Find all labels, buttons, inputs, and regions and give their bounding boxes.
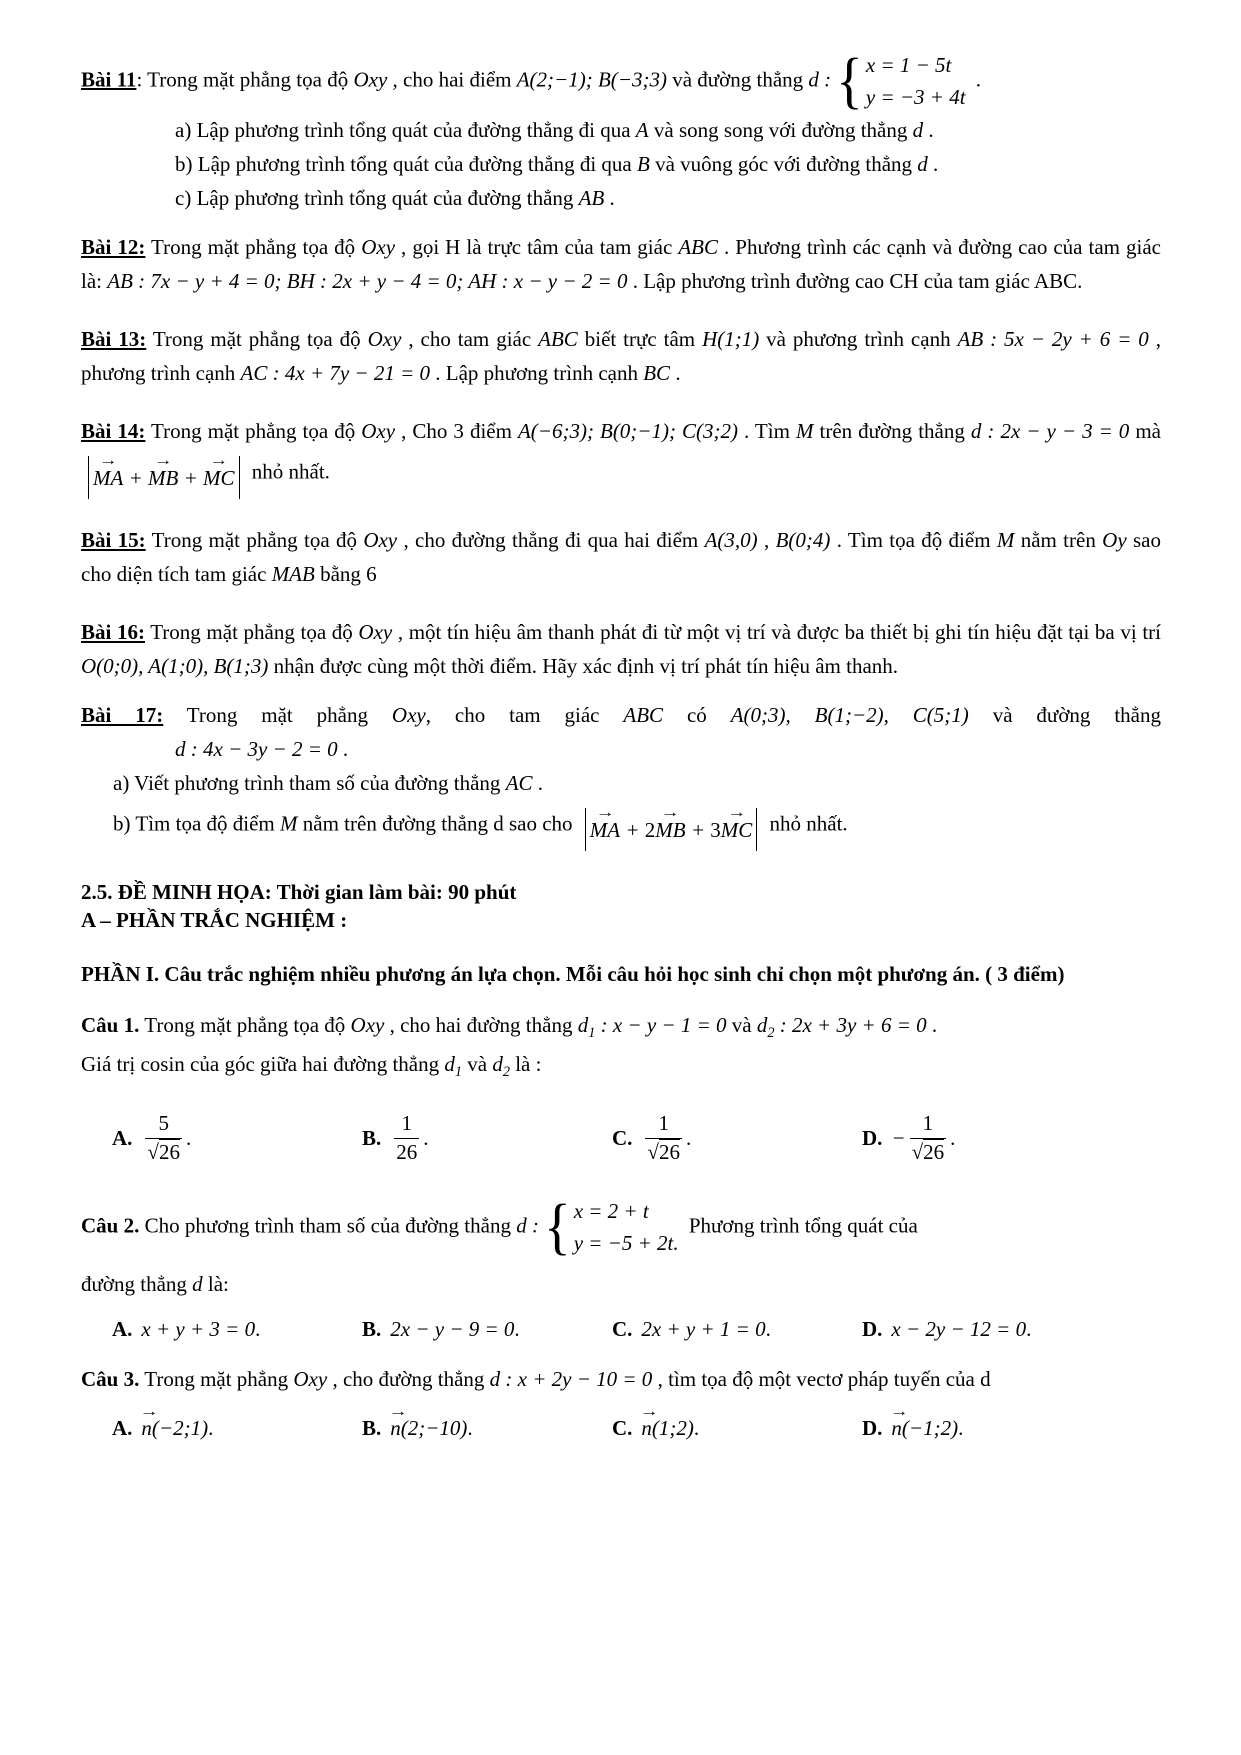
option-d [862, 1110, 1112, 1166]
vector-MC: MC → [203, 461, 235, 495]
text-run: A(3,0) [704, 528, 758, 553]
text-run: . [923, 118, 934, 142]
text-run: AB [578, 186, 605, 211]
option-a [112, 1317, 362, 1342]
text-run: Trong mặt phẳng [139, 1367, 294, 1392]
text-run: và phương trình cạnh [759, 327, 958, 352]
text-run: . [926, 1013, 938, 1038]
text-run: nhỏ nhất. [246, 459, 330, 484]
option-period: . [467, 1416, 473, 1441]
text-run: d [444, 1052, 455, 1077]
text-run: 2 [767, 1025, 775, 1042]
problem-11-statement [81, 46, 1161, 116]
option-a-label: A. [112, 1125, 133, 1150]
option-d-label: D. [862, 1317, 883, 1342]
abs-value-expression [581, 800, 762, 851]
problem-label: Bài 15: [81, 528, 146, 553]
text-run: AB : 5x − 2y + 6 = 0 [957, 327, 1149, 352]
option-c-label: C. [612, 1416, 633, 1441]
text-run: Oxy [361, 419, 396, 444]
part-heading: PHẦN I. Câu trắc nghiệm nhiều phương án lựa chọn. Mỗi câu hỏi học sinh chỉ chọn một phương án. ( 3 điểm) [81, 961, 1065, 986]
text-run: Oxy [358, 620, 393, 645]
option-c-equation: 2x + y + 1 = 0 [641, 1317, 766, 1342]
question-label: Câu 1. [81, 1013, 140, 1038]
problem-11-text [81, 67, 831, 91]
plain-denominator: 26 [396, 1139, 418, 1164]
option-a [112, 1416, 362, 1441]
text-run: nhận được cùng một thời điểm. Hãy xác định vị trí phát tín hiệu âm thanh. [268, 654, 899, 679]
text-run: . [970, 67, 982, 92]
option-c [612, 1416, 862, 1441]
vector-MB: MB → [148, 461, 178, 495]
option-c-coordinates: (1;2) [651, 1416, 694, 1441]
text-run: d [192, 1272, 203, 1297]
text-run: . Phương trình các cạnh và đường cao của tam giác là: [81, 235, 1161, 294]
text-run: và [462, 1052, 493, 1077]
denominator [145, 1139, 182, 1166]
text-run: Cho phương trình tham số của đường thẳng [139, 1213, 517, 1238]
text-run: Trong mặt phẳng tọa độ [144, 620, 359, 645]
question-2-tail [684, 1213, 918, 1237]
problem-label: Bài 12: [81, 235, 146, 260]
text-run: Oxy [391, 703, 426, 728]
text-run: Trong mặt phẳng [163, 703, 392, 728]
text-run: biết trực tâm [577, 327, 703, 352]
system-row-1: x = 2 + t [573, 1199, 649, 1224]
radicand: 26 [923, 1139, 945, 1164]
minus-sign: − [891, 1125, 906, 1150]
option-b-equation: 2x − y − 9 = 0 [390, 1317, 515, 1342]
question-2-options [81, 1317, 1161, 1342]
question-3-options [81, 1416, 1161, 1441]
normal-vector-n: n → [891, 1416, 902, 1441]
text-run: . [604, 186, 615, 211]
option-period: . [950, 1125, 956, 1150]
text-run: , tìm tọa độ một vectơ pháp tuyến của d [652, 1367, 991, 1392]
text-run: bằng 6 [314, 562, 377, 587]
text-run: Oy [1102, 528, 1127, 553]
question-label: Câu 3. [81, 1367, 140, 1392]
text-run: trên đường thẳng [813, 419, 971, 444]
option-d-label: D. [862, 1416, 883, 1441]
problem-17-statement [81, 698, 1161, 732]
text-run: B(0;4) [775, 528, 831, 553]
abs-value-expression [84, 448, 244, 499]
text-run: MAB [271, 562, 315, 587]
option-b [362, 1416, 612, 1441]
text-run: d [917, 152, 928, 177]
problem-11 [81, 46, 1161, 215]
text-run: + [685, 817, 711, 842]
option-period: . [1026, 1317, 1032, 1342]
system-row-2: y = −3 + 4t [865, 84, 966, 109]
text-run: M [280, 811, 298, 836]
text-run: , cho đường thẳng [327, 1367, 490, 1392]
text-run: c) Lập phương trình tổng quát của đường thẳng [175, 186, 579, 211]
text-run: B [636, 152, 650, 177]
option-a [112, 1110, 362, 1166]
text-run: và vuông góc với đường thẳng [649, 152, 918, 177]
system-rows [866, 50, 966, 113]
problem-16 [81, 615, 1161, 683]
text-run: Oxy [367, 327, 402, 352]
radicand: 26 [658, 1139, 680, 1164]
text-run: Phương trình tổng quát của [683, 1213, 918, 1238]
text-run: d : [516, 1213, 539, 1238]
problem-11-item-a [81, 113, 1161, 147]
option-a-label: A. [112, 1416, 133, 1441]
option-c [612, 1317, 862, 1342]
text-run: d [577, 1013, 589, 1038]
text-run: 1 [454, 1064, 462, 1081]
text-run: . Lập phương trình cạnh [430, 361, 644, 386]
option-c-label: C. [612, 1125, 633, 1150]
normal-vector-n: n → [141, 1416, 152, 1441]
question-2-line1 [81, 1192, 1161, 1263]
question-1 [81, 1008, 1161, 1166]
problem-13 [81, 322, 1161, 390]
question-1-options [81, 1110, 1161, 1166]
text-run: có [663, 703, 731, 728]
text-run: Trong mặt phẳng tọa độ [145, 419, 362, 444]
denominator [394, 1139, 419, 1166]
text-run: ABC [623, 703, 664, 728]
text-run: : Trong mặt phẳng tọa độ [136, 67, 354, 92]
parametric-system [836, 46, 966, 116]
right-bar [239, 456, 240, 499]
option-a-coordinates: (−2;1) [151, 1416, 209, 1441]
text-run: nằm trên đường thẳng d sao cho [297, 811, 578, 836]
text-run: d [912, 118, 924, 142]
option-period: . [423, 1125, 429, 1150]
option-b [362, 1110, 612, 1166]
root-sign: √ [911, 1139, 924, 1164]
option-a-equation: x + y + 3 = 0 [141, 1317, 256, 1342]
text-run: Oxy [293, 1367, 328, 1392]
text-run: ABC [678, 235, 718, 260]
text-run: 1 [588, 1025, 596, 1042]
text-run: O(0;0), A(1;0), B(1;3) [81, 654, 269, 679]
radicand: 26 [158, 1139, 180, 1164]
option-b-label: B. [362, 1125, 382, 1150]
option-period: . [514, 1317, 520, 1342]
option-period: . [685, 1125, 692, 1150]
vector-MB: MB → [655, 813, 685, 847]
text-run: A [635, 118, 649, 142]
system-row-1: x = 1 − 5t [865, 53, 952, 77]
problem-12 [81, 230, 1161, 298]
section-subtitle: A – PHẦN TRẮC NGHIỆM : [81, 908, 348, 933]
problem-label: Bài 17: [81, 703, 164, 728]
text-run: 2 [502, 1064, 510, 1081]
text-run: Trong mặt phẳng tọa độ [146, 327, 368, 352]
normal-vector-n: n → [641, 1416, 652, 1441]
problem-15 [81, 523, 1161, 591]
question-label: Câu 2. [81, 1213, 140, 1238]
text-run: ABC [538, 327, 578, 352]
text-run: M [996, 528, 1015, 553]
text-run: , cho đường thẳng đi qua hai điểm [397, 528, 705, 553]
option-b [362, 1317, 612, 1342]
system-rows [574, 1196, 679, 1259]
text-run: , [757, 528, 776, 553]
problem-label: Bài 13: [81, 327, 147, 352]
text-run: , gọi H là trực tâm của tam giác [395, 235, 679, 260]
text-run: và đường thẳng [666, 67, 809, 92]
option-period: . [693, 1416, 700, 1441]
text-run: sao cho diện tích tam giác [81, 528, 1161, 587]
text-run: , cho tam giác [425, 703, 624, 728]
problem-14-tail [247, 459, 330, 483]
text-run: d : [808, 67, 832, 92]
problem-label: Bài 14: [81, 419, 146, 444]
text-run: A(2;−1); B(−3;3) [516, 67, 667, 92]
text-run: , Cho 3 điểm [395, 419, 518, 444]
problem-17-item-b [81, 800, 1161, 851]
text-run: . [670, 361, 681, 386]
question-1-line1 [81, 1008, 1161, 1045]
text-run: + [620, 817, 645, 842]
left-brace: { [836, 46, 863, 116]
text-run: đường thẳng [81, 1272, 193, 1297]
text-run: mà [1129, 419, 1162, 444]
text-run: AC [505, 771, 533, 796]
text-run: Trong mặt phẳng tọa độ [139, 1013, 351, 1038]
fraction [145, 1110, 182, 1166]
vector-MA: MA → [590, 813, 620, 847]
text-run: b) Lập phương trình tổng quát của đường thẳng đi qua [175, 152, 637, 177]
option-c [612, 1110, 862, 1166]
text-run: d : x + 2y − 10 = 0 [489, 1367, 653, 1392]
text-run: b) Tìm tọa độ điểm [113, 811, 281, 836]
vector-sum [590, 813, 753, 847]
problem-11-item-b [81, 147, 1161, 181]
option-b-label: B. [362, 1416, 382, 1441]
option-d-equation: x − 2y − 12 = 0 [891, 1317, 1027, 1342]
problem-17 [81, 698, 1161, 851]
normal-vector-n: n → [390, 1416, 401, 1441]
option-period: . [958, 1416, 964, 1441]
text-run: là : [509, 1052, 542, 1077]
text-run: nằm trên [1014, 528, 1103, 553]
numerator: 5 [145, 1110, 182, 1138]
text-run: d : 4x − 3y − 2 = 0 [175, 737, 338, 762]
text-run: a) Viết phương trình tham số của đường thẳng [113, 771, 506, 796]
text-run: và [726, 1013, 757, 1038]
text-run: , cho tam giác [401, 327, 539, 352]
problem-14-text [81, 419, 1161, 443]
fraction [394, 1110, 419, 1166]
option-d-coordinates: (−1;2) [901, 1416, 959, 1441]
text-run: Trong mặt phẳng tọa độ [145, 235, 362, 260]
text-run: A(−6;3); B(0;−1); C(3;2) [517, 419, 738, 444]
text-run: : x − y − 1 = 0 [595, 1013, 727, 1038]
system-row-2: y = −5 + 2t. [573, 1230, 679, 1255]
option-period: . [185, 1125, 192, 1150]
vector-MA: MA → [93, 461, 123, 495]
text-run: , phương trình cạnh [81, 327, 1161, 386]
root-sign: √ [647, 1139, 659, 1164]
text-run: Oxy [363, 528, 398, 553]
option-b-coordinates: (2;−10) [400, 1416, 468, 1441]
text-run: + [178, 465, 203, 490]
text-run: . [337, 737, 349, 762]
exam-section [81, 879, 1161, 934]
root-sign: √ [147, 1139, 159, 1164]
text-run: , cho hai đường thẳng [384, 1013, 578, 1038]
option-period: . [255, 1317, 261, 1342]
option-d [862, 1317, 1112, 1342]
denominator [645, 1139, 682, 1166]
text-run: , một tín hiệu âm thanh phát đi từ một vị trí và được ba thiết bị ghi tín hiệu đặt tại ba vị trí [392, 620, 1161, 645]
problem-label: Bài 11 [81, 67, 137, 92]
text-run: và đường thẳng [968, 703, 1161, 728]
problem-17-item-b-text [113, 812, 578, 836]
question-2-line2 [81, 1267, 1161, 1301]
question-3-statement [81, 1362, 1161, 1396]
text-run: . [532, 771, 544, 796]
option-d [862, 1416, 1112, 1441]
option-period: . [208, 1416, 214, 1441]
text-run: A(0;3), B(1;−2), C(5;1) [730, 703, 969, 728]
text-run: , cho hai điểm [387, 67, 517, 92]
text-run: + [123, 465, 148, 490]
text-run: là: [202, 1272, 229, 1297]
text-run: BC [643, 361, 671, 386]
left-brace: { [543, 1192, 571, 1263]
text-run: d : 2x − y − 3 = 0 [970, 419, 1130, 444]
option-c-label: C. [612, 1317, 633, 1342]
text-run: 3 [710, 817, 721, 842]
text-run: M [795, 419, 814, 444]
text-run: . Tìm tọa độ điểm [830, 528, 997, 553]
question-1-line2 [81, 1047, 1161, 1084]
section-title: 2.5. ĐỀ MINH HỌA: Thời gian làm bài: 90 phút [81, 880, 517, 905]
problem-label: Bài 16: [81, 620, 145, 645]
text-run: Oxy [350, 1013, 385, 1038]
problem-11-item-c [81, 181, 1161, 215]
parametric-system [543, 1192, 679, 1263]
text-run: AC : 4x + 7y − 21 = 0 [240, 361, 431, 386]
text-run: nhỏ nhất. [764, 811, 848, 836]
option-b-label: B. [362, 1317, 382, 1342]
question-3 [81, 1362, 1161, 1441]
option-d-label: D. [862, 1125, 883, 1150]
vector-sum [93, 461, 235, 495]
problem-11-period [971, 67, 982, 91]
text-run: Giá trị cosin của góc giữa hai đường thẳng [81, 1052, 445, 1077]
option-period: . [765, 1317, 771, 1342]
text-run: d [756, 1013, 768, 1038]
text-run: d [492, 1052, 503, 1077]
problem-17-equation [81, 732, 1161, 766]
numerator: 1 [394, 1110, 419, 1138]
text-run: và song song với đường thẳng [648, 118, 913, 142]
option-a-label: A. [112, 1317, 133, 1342]
text-run: . Lập phương trình đường cao CH của tam giác ABC. [627, 269, 1083, 294]
text-run: a) Lập phương trình tổng quát của đường thẳng đi qua [175, 118, 636, 142]
text-run: Oxy [361, 235, 396, 260]
text-run: : 2x + 3y + 6 = 0 [774, 1013, 927, 1038]
numerator: 1 [910, 1110, 947, 1138]
question-2-text [81, 1213, 539, 1237]
problem-14 [81, 414, 1161, 499]
denominator [910, 1139, 947, 1166]
text-run: Trong mặt phẳng tọa độ [145, 528, 364, 553]
fraction [910, 1110, 947, 1166]
numerator: 1 [645, 1110, 682, 1138]
text-run: . Tìm [737, 419, 796, 444]
text-run: 2 [644, 817, 656, 842]
text-run: . [927, 152, 939, 177]
fraction [645, 1110, 682, 1166]
text-run: Oxy [353, 67, 388, 92]
text-run: AB : 7x − y + 4 = 0; BH : 2x + y − 4 = 0; AH : x − y − 2 = 0 [107, 269, 628, 294]
text-run: H(1;1) [702, 327, 760, 352]
problem-17-item-a [81, 766, 1161, 800]
vector-MC: MC → [721, 813, 753, 847]
question-2 [81, 1192, 1161, 1342]
problem-17-item-b-tail [764, 812, 847, 836]
